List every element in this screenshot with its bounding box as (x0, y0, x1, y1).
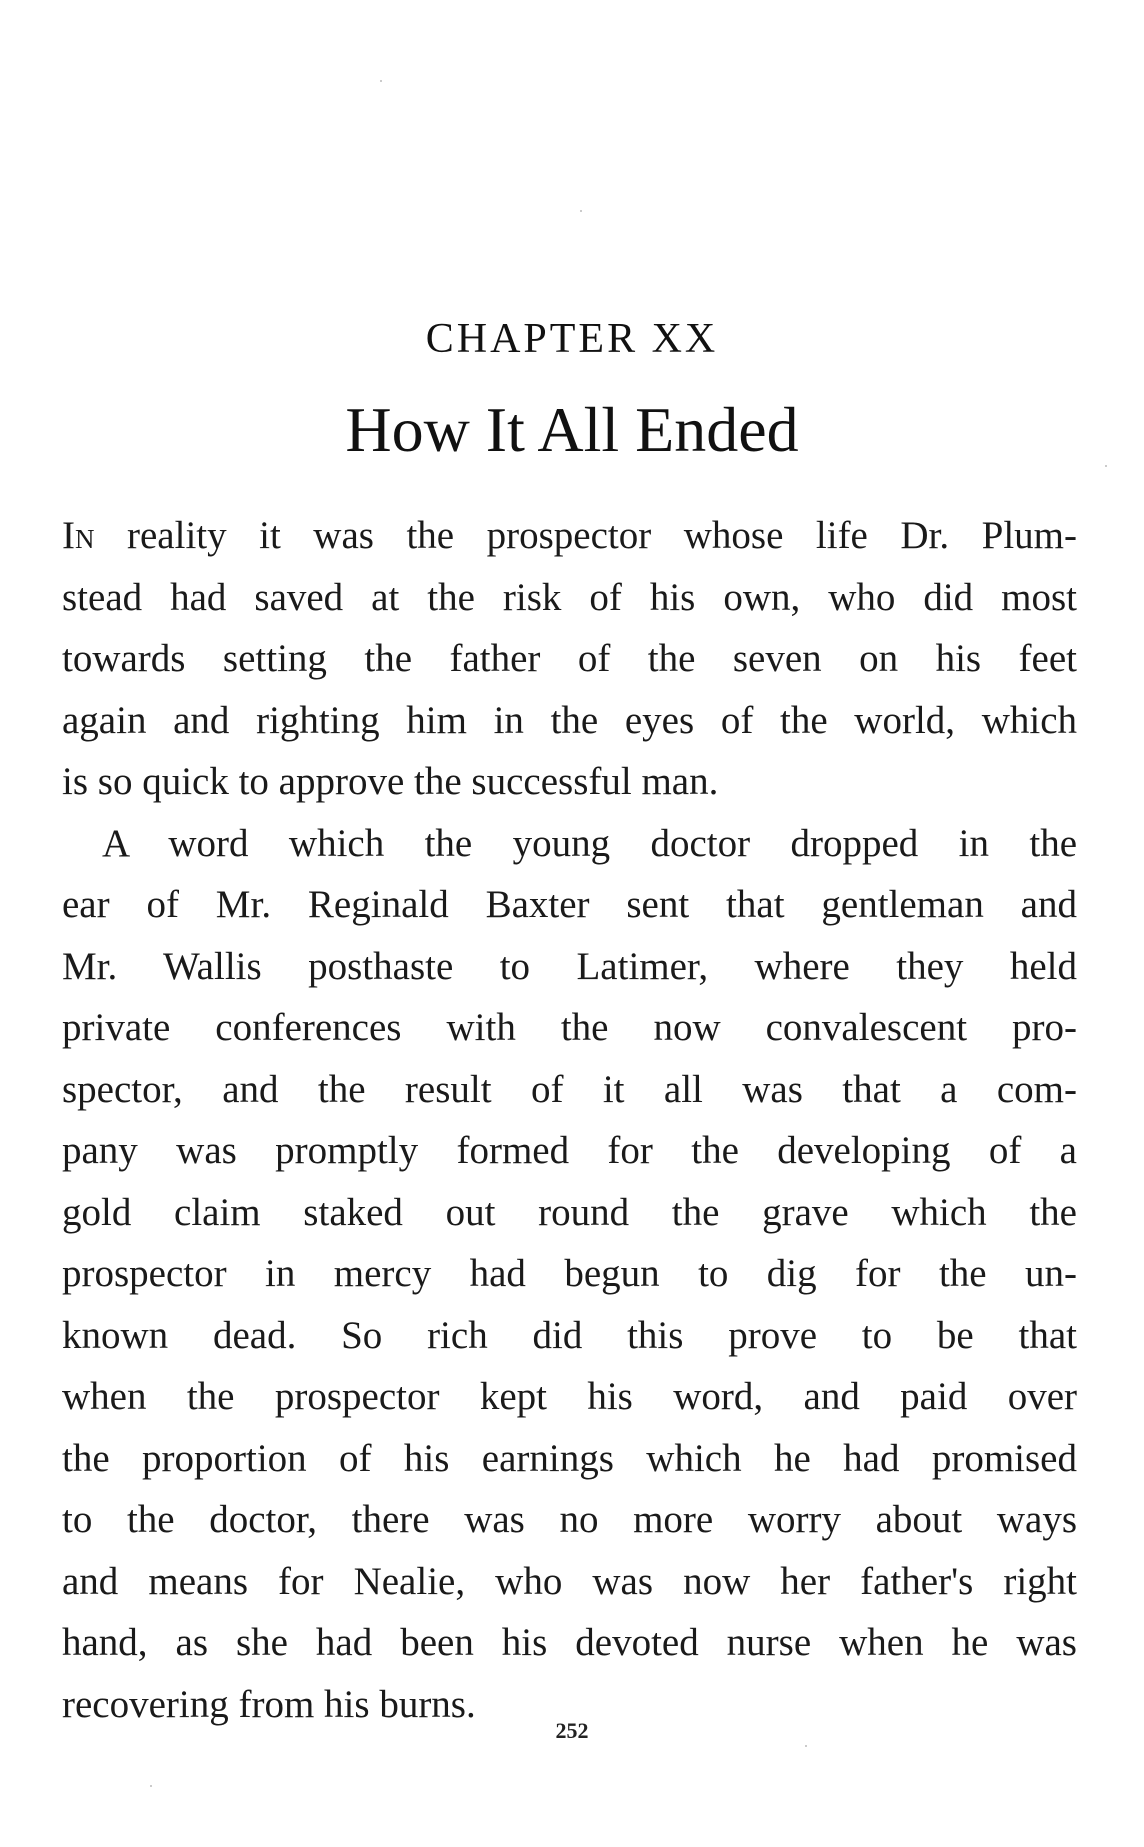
text-line: stead had saved at the risk of his own, who did most (62, 575, 1077, 619)
text-line: hand, as she had been his devoted nurse when he was (62, 1621, 1077, 1664)
body-text (62, 505, 1077, 1735)
scan-speck (380, 80, 382, 82)
text-line: spector, and the result of it all was that a com- (62, 1067, 1077, 1111)
scan-speck (580, 210, 582, 212)
text-line: pany was promptly formed for the developing of a (62, 1129, 1077, 1172)
chapter-label: CHAPTER XX (425, 316, 719, 362)
scan-speck (805, 1745, 807, 1747)
scan-speck (1105, 465, 1107, 467)
text-line: again and righting him in the eyes of the world, which (62, 698, 1077, 742)
text-line: ear of Mr. Reginald Baxter sent that gentleman and (62, 883, 1077, 926)
text-line: In reality it was the prospector whose life Dr. Plum- (62, 514, 1077, 557)
text-line: the proportion of his earnings which he had promised (62, 1436, 1077, 1480)
scan-speck (150, 1785, 152, 1787)
page-number: 252 (555, 1718, 589, 1743)
chapter-title: How It All Ended (345, 394, 799, 465)
text-line: and means for Nealie, who was now her father's right (62, 1559, 1077, 1603)
text-line: private conferences with the now convalescent pro- (62, 1006, 1077, 1049)
text-line: when the prospector kept his word, and paid over (62, 1375, 1077, 1418)
text-line: Mr. Wallis posthaste to Latimer, where they held (62, 944, 1077, 988)
text-line: known dead. So rich did this prove to be that (62, 1313, 1077, 1357)
drop-cap: In (62, 514, 95, 557)
text-line: to the doctor, there was no more worry about ways (62, 1498, 1077, 1541)
text-line: towards setting the father of the seven on his feet (62, 637, 1077, 680)
text-line: gold claim staked out round the grave which the (62, 1190, 1077, 1234)
text-line: A word which the young doctor dropped in the (102, 821, 1077, 865)
text-line: prospector in mercy had begun to dig for the un- (62, 1252, 1077, 1295)
text-line: is so quick to approve the successful man. (62, 760, 719, 803)
text-line: recovering from his burns. (62, 1682, 476, 1726)
